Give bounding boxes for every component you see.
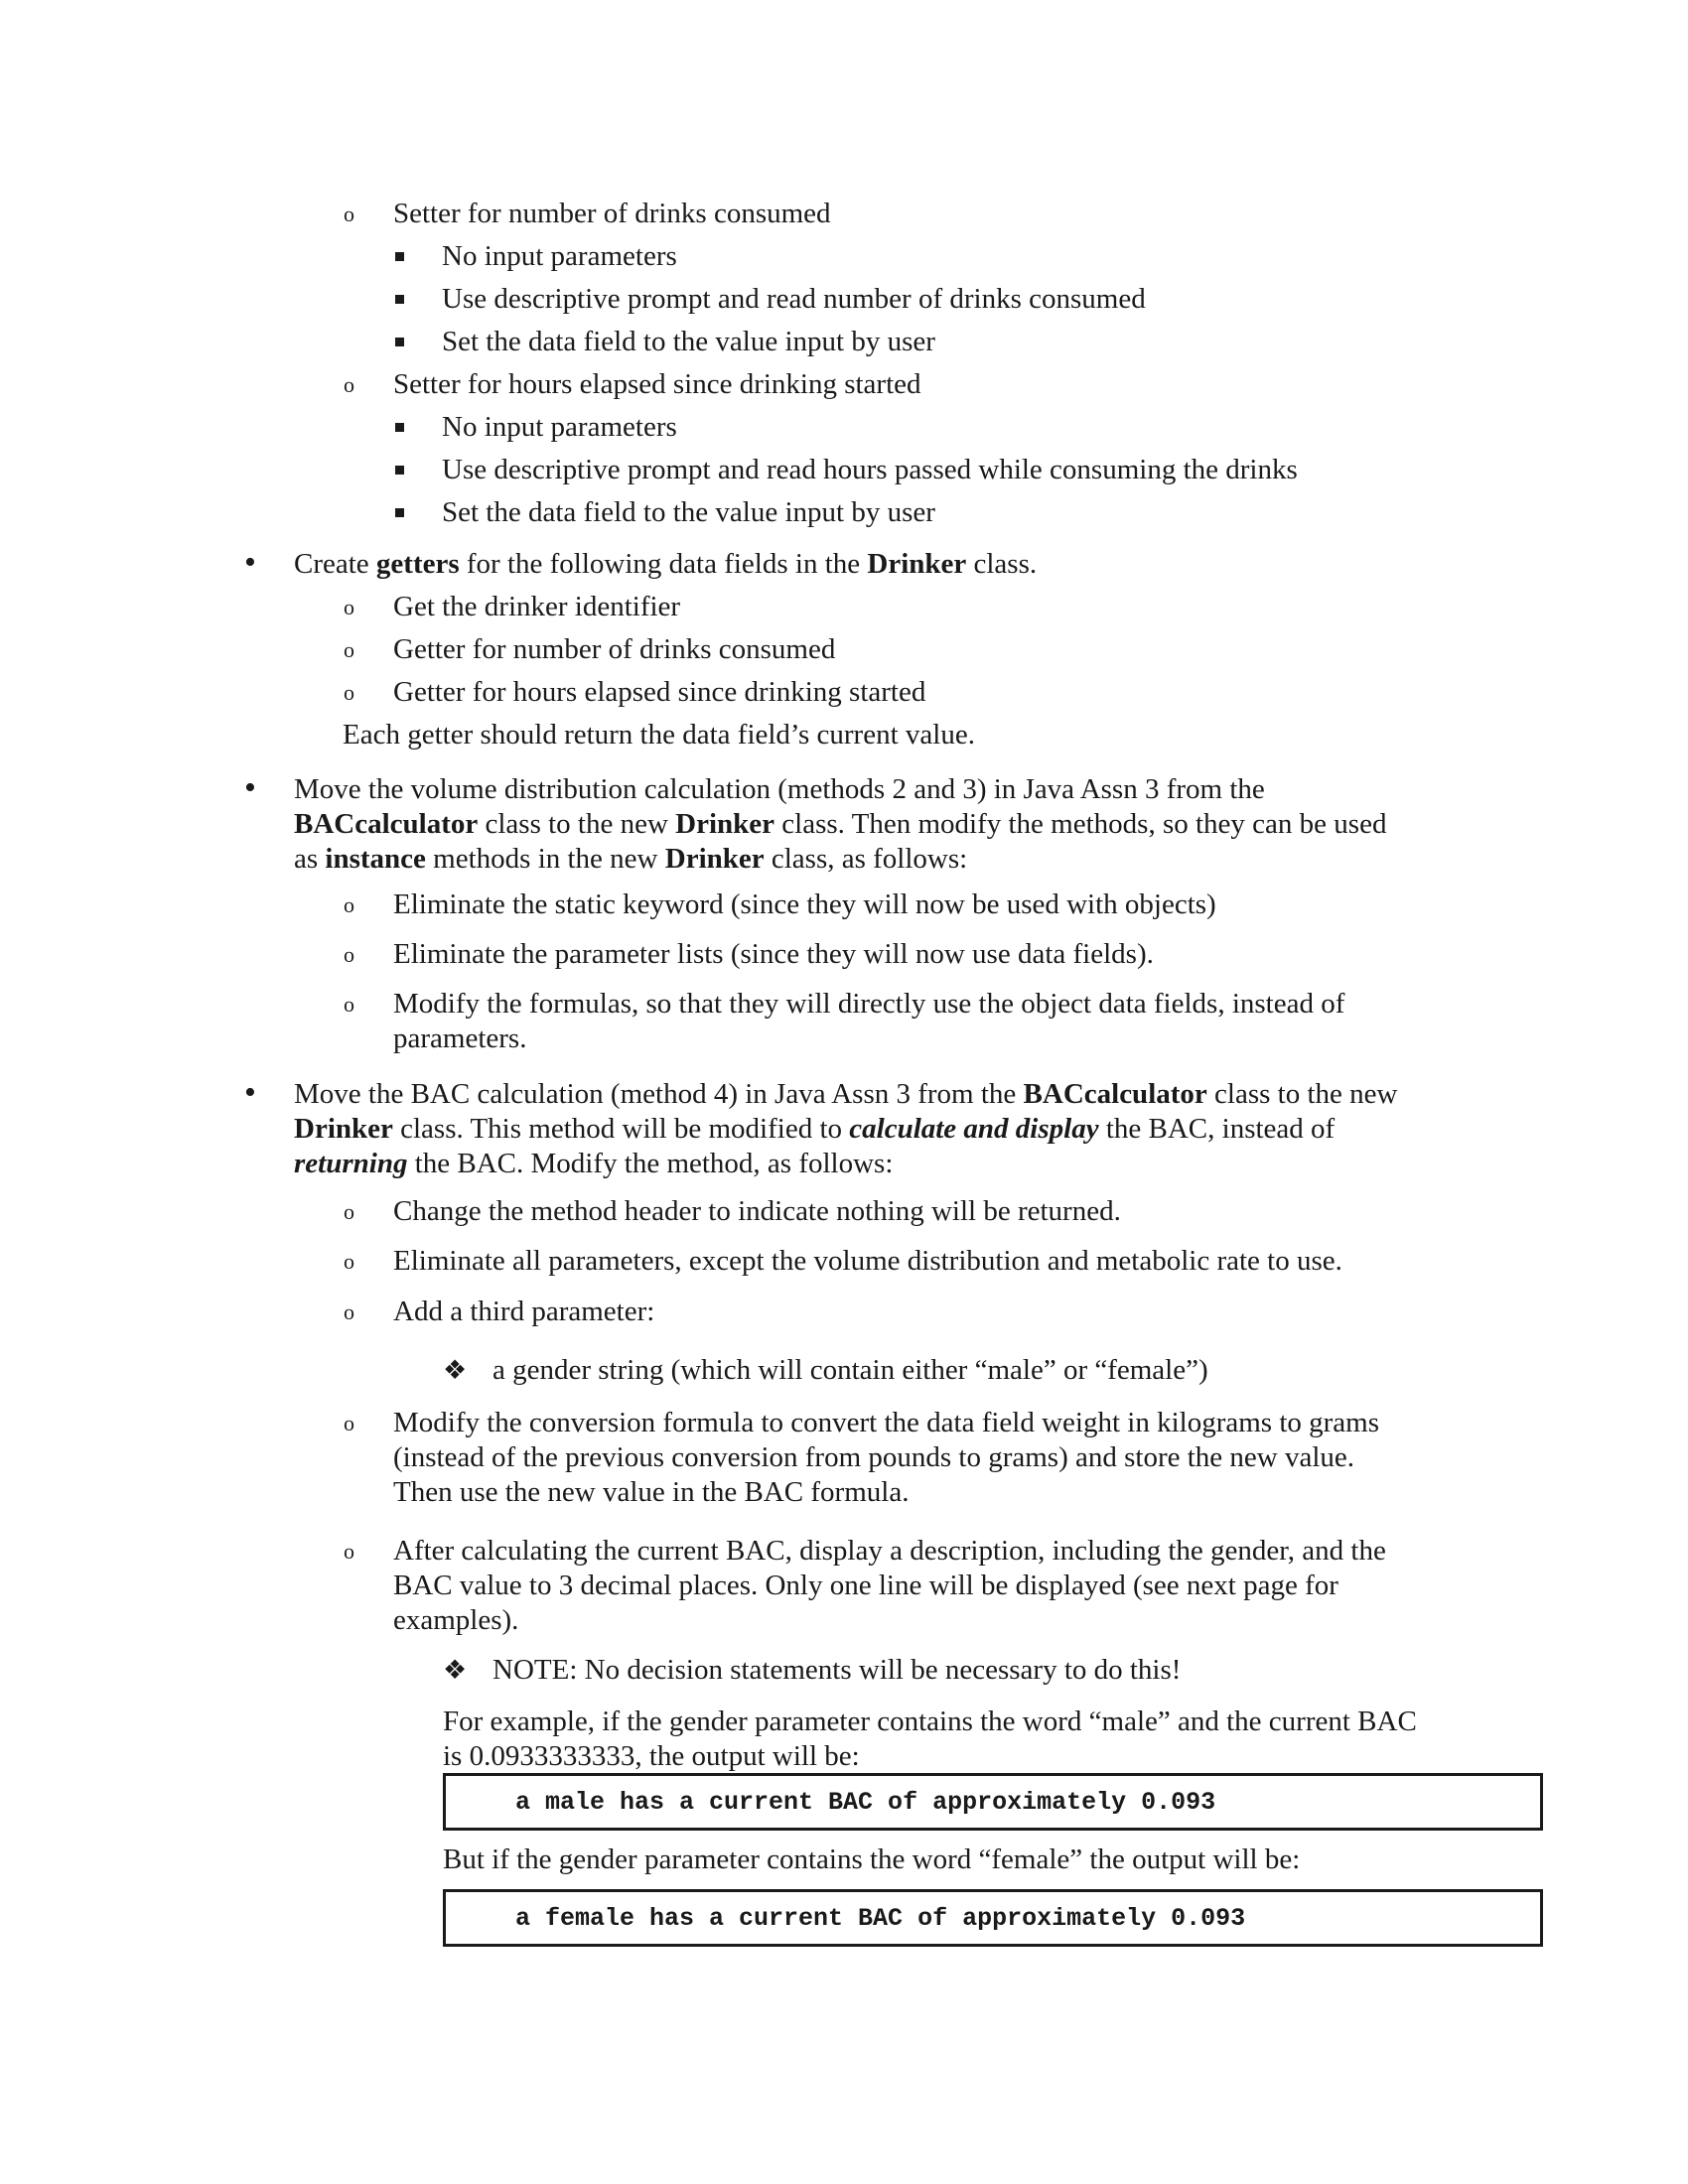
circle-bullet-icon: o (344, 1539, 354, 1564)
list-item: Move the volume distribution calculation (methods 2 and 3) in Java Assn 3 from the (294, 773, 1265, 805)
code-output: a male has a current BAC of approximately 0.093 (515, 1788, 1216, 1817)
list-item-line: (instead of the previous conversion from pounds to grams) and store the new value. (393, 1441, 1355, 1473)
circle-bullet-icon: o (344, 992, 354, 1017)
list-item: Use descriptive prompt and read hours passed while consuming the drinks (442, 454, 1298, 485)
list-item: Set the data field to the value input by user (442, 496, 935, 528)
code-output: a female has a current BAC of approximately 0.093 (515, 1904, 1246, 1933)
circle-bullet-icon: o (344, 1299, 354, 1324)
list-item: Use descriptive prompt and read number of drinks consumed (442, 283, 1146, 315)
square-bullet-icon (395, 508, 404, 517)
list-item: Eliminate the static keyword (since they will now be used with objects) (393, 888, 1216, 920)
list-item-line: BAC value to 3 decimal places. Only one line will be displayed (see next page for (393, 1570, 1338, 1601)
round-bullet-icon: • (244, 544, 256, 581)
circle-bullet-icon: o (344, 942, 354, 967)
round-bullet-icon: • (244, 1074, 256, 1111)
list-item: Setter for number of drinks consumed (393, 198, 831, 229)
circle-bullet-icon: o (344, 1411, 354, 1435)
list-item: a gender string (which will contain either “male” or “female”) (492, 1354, 1208, 1386)
list-item: Eliminate all parameters, except the volume distribution and metabolic rate to use. (393, 1245, 1342, 1277)
square-bullet-icon (395, 252, 404, 261)
list-item: Getter for number of drinks consumed (393, 633, 836, 665)
list-item: Change the method header to indicate nothing will be returned. (393, 1195, 1121, 1227)
circle-bullet-icon: o (344, 595, 354, 619)
circle-bullet-icon: o (344, 372, 354, 397)
list-item: Create getters for the following data fields in the Drinker class. (294, 548, 1038, 580)
list-item: Modify the conversion formula to convert the data field weight in kilograms to grams (393, 1407, 1380, 1438)
code-output-box (443, 1889, 1543, 1947)
square-bullet-icon (395, 295, 404, 304)
diamond-bullet-icon: ❖ (443, 1355, 468, 1385)
list-item: After calculating the current BAC, display a description, including the gender, and the (393, 1535, 1386, 1567)
paragraph-line: is 0.0933333333, the output will be: (443, 1740, 860, 1772)
note: NOTE: No decision statements will be necessary to do this! (492, 1654, 1182, 1686)
square-bullet-icon (395, 423, 404, 432)
list-item: Setter for hours elapsed since drinking started (393, 368, 921, 400)
list-item: Add a third parameter: (393, 1296, 655, 1327)
code-output-box (443, 1773, 1543, 1831)
circle-bullet-icon: o (344, 637, 354, 662)
paragraph: Each getter should return the data field’s current value. (343, 719, 975, 751)
list-item-line: BACcalculator class to the new Drinker class. Then modify the methods, so they can be used (294, 808, 1387, 840)
list-item: No input parameters (442, 411, 677, 443)
paragraph: But if the gender parameter contains the word “female” the output will be: (443, 1843, 1301, 1875)
list-item-line: Drinker class. This method will be modified to calculate and display the BAC, instead of (294, 1113, 1336, 1145)
list-item: Eliminate the parameter lists (since they will now use data fields). (393, 938, 1154, 970)
list-item-line: examples). (393, 1604, 519, 1636)
list-item-line: returning the BAC. Modify the method, as follows: (294, 1148, 894, 1179)
list-item: Get the drinker identifier (393, 591, 681, 622)
round-bullet-icon: • (244, 769, 256, 806)
square-bullet-icon (395, 338, 404, 346)
list-item: Getter for hours elapsed since drinking started (393, 676, 926, 708)
list-item-line: parameters. (393, 1023, 527, 1054)
list-item-line: as instance methods in the new Drinker class, as follows: (294, 843, 968, 875)
list-item: Set the data field to the value input by user (442, 326, 935, 357)
circle-bullet-icon: o (344, 680, 354, 705)
square-bullet-icon (395, 466, 404, 475)
circle-bullet-icon: o (344, 1199, 354, 1224)
paragraph: For example, if the gender parameter contains the word “male” and the current BAC (443, 1706, 1417, 1737)
circle-bullet-icon: o (344, 202, 354, 226)
list-item: Modify the formulas, so that they will directly use the object data fields, instead of (393, 988, 1345, 1020)
circle-bullet-icon: o (344, 892, 354, 917)
circle-bullet-icon: o (344, 1249, 354, 1274)
list-item: No input parameters (442, 240, 677, 272)
diamond-bullet-icon: ❖ (443, 1655, 468, 1685)
list-item: Move the BAC calculation (method 4) in Java Assn 3 from the BACcalculator class to the new (294, 1078, 1398, 1110)
list-item-line: Then use the new value in the BAC formula. (393, 1476, 910, 1508)
